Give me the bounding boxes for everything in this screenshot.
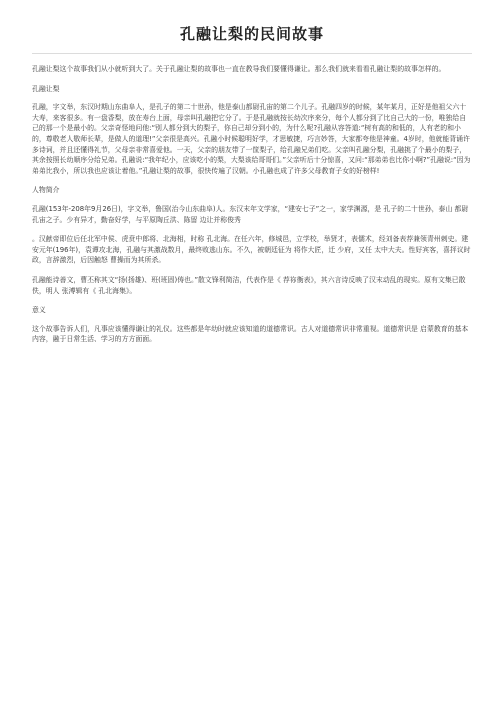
section-heading-rang-li: 孔融让梨 <box>32 84 60 93</box>
page-title: 孔融让梨的民间故事 <box>179 25 324 43</box>
biography-paragraph-1: 孔融(153年-208年9月26日)，字文举，鲁国(治今山东曲阜)人。东汉末年文学家，“建安七子”之一，家学渊源，是 孔子的二十世孙，泰山 都尉 孔宙之子。少有异才，勤奋好学，与平原陶丘洪、陈留 边让并称俊秀 <box>32 204 469 224</box>
intro-paragraph: 孔融让梨这个故事我们从小就听到大了。关于孔融让梨的故事也一直在教导我们要懂得谦让。那么我们就来看看孔融让梨的故事怎样的。 <box>32 65 446 73</box>
meaning-paragraph: 这个故事告诉人们，凡事应该懂得谦让的礼仪。这些都是年幼时就应该知道的道德常识。古人对道德常识非常重视。道德常识是 启蒙教育的基本内容，融于日常生活、学习的方方面面。 <box>32 324 469 344</box>
biography-paragraph-2: 。汉献帝即位后任北军中侯、虎贲中郎将、北海相，时称 孔北海。在任六年，修城邑，立学校，举贤才，表儒术，经刘备表荐兼领青州刺史。建安元年(196年)，袁谭攻北海，孔融与其激战数月，最终败逃山东。不久，被朝廷征为 将作大匠，迁 少府，又任 太中大夫。性好宾客，喜抨议时政，言辞激烈，后因触怒 曹操而为其所杀。 <box>32 235 471 265</box>
story-paragraph: 孔融，字文举，东汉时期山东曲阜人，是孔子的第二十世孙，他是泰山都尉孔宙的第二个儿子。孔融四岁的时候，某年某月，正好是他祖父六十大寿，来客很多。有一盘香梨，放在寿台上面，母亲叫孔融把它分了。于是孔融就按长幼次序来分，每个人都分到了比自己大的一份，唯独给自己的那一个是最小的。父亲奇怪地问他:“别人都分到大的梨子，你自己却分到小的，为什么呢?孔融从容答道:“树有高的和低的，人有老的和小的，尊敬老人敬师长辈，是做人的道理!”父亲很是高兴。孔融小时候聪明好学，才思敏捷，巧言妙答，大家都夸他是神童。4岁时，他就能背诵许多诗词，并且还懂得礼节，父母亲非常喜爱他。一天，父亲的朋友带了一筐梨子，给孔融兄弟们吃。父亲叫孔融分梨，孔融挑了个最小的梨子，其余按照长幼顺序分给兄弟。孔融说:“我年纪小，应该吃小的梨，大梨该给哥哥们。”父亲听后十分惊喜，又问:“那弟弟也比你小啊?”孔融说:“因为弟弟比我小，所以我也应该让着他。”孔融让梨的故事，很快传遍了汉朝。小孔融也成了许多父母教育子女的好榜样! <box>32 103 471 175</box>
biography-paragraph-3: 孔融能诗善文，曹丕称其文“扬(扬雄)、班(班固)俦也。”散文锋利简洁，代表作是《 荐祢衡表》，其六言诗反映了汉末动乱的现实。原有文集已散佚，明人 张溥辑有《 孔北海集》。 <box>32 275 466 295</box>
title-divider <box>32 53 472 54</box>
document-page <box>32 0 472 354</box>
section-heading-biography: 人物简介 <box>32 186 60 195</box>
section-heading-meaning: 意义 <box>32 306 46 315</box>
